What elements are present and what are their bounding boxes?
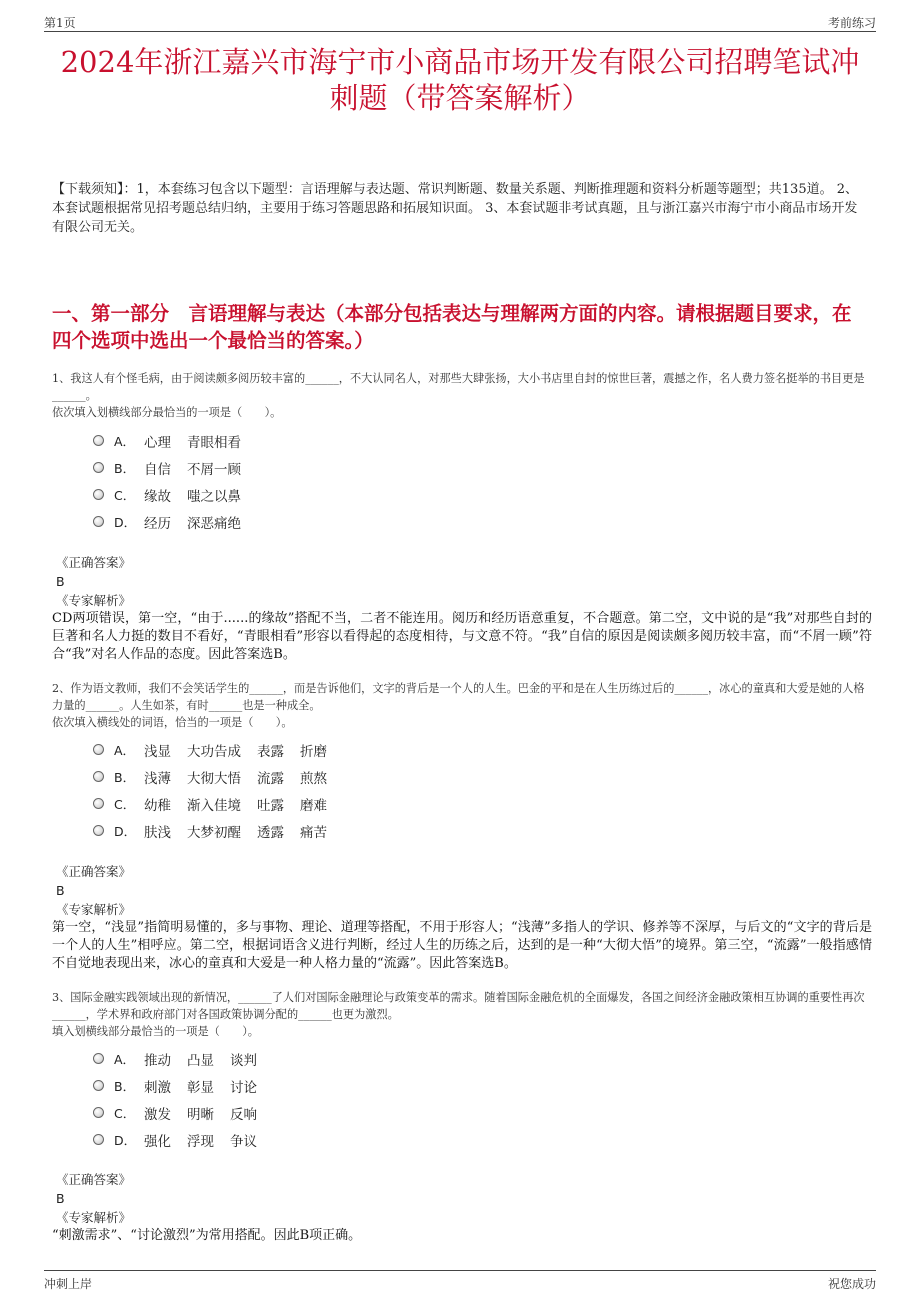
option-d[interactable]: D． 强化 浮现 争议 [93,1126,273,1153]
footer-right: 祝您成功 [827,1277,876,1291]
option-d[interactable]: D． 经历 深恶痛绝 [93,508,257,535]
radio-button[interactable] [93,435,104,446]
question-3 [52,989,872,1040]
option-d[interactable]: D． 肤浅 大梦初醒 透露 痛苦 [93,817,343,844]
options-3 [93,1045,273,1153]
explanation-heading: 《专家解析》 [56,902,132,917]
option-c[interactable]: C． 幼稚 渐入佳境 吐露 磨难 [93,790,343,817]
option-c[interactable]: C． 缘故 嗤之以鼻 [93,481,257,508]
explanation-heading: 《专家解析》 [56,1210,132,1225]
radio-button[interactable] [93,1134,104,1145]
explanation-heading: 《专家解析》 [56,593,132,608]
question-stem: 2、作为语文教师，我们不会笑话学生的______，而是告诉他们，文字的背后是一个人的人生。巴金的平和是在人生历练过后的______，冰心的童真和大爱是她的人格力量的______。人生如茶，有时______也是一种成全。 [52,682,865,712]
question-instruction: 依次填入横线处的词语，恰当的一项是（ ）。 [52,716,293,729]
document-title: 2024年浙江嘉兴市海宁市小商品市场开发有限公司招聘笔试冲刺题（带答案解析） [60,45,860,115]
question-2 [52,680,872,731]
answer-block-3 [56,1170,872,1227]
radio-button[interactable] [93,798,104,809]
radio-button[interactable] [93,825,104,836]
question-1 [52,370,872,421]
explanation-text: CD两项错误，第一空，“由于......的缘故”搭配不当，二者不能连用。阅历和经历语意重复，不合题意。第二空，文中说的是“我”对那些自封的巨著和名人力挺的数目不看好，“青眼相看”形容以看得起的态度相待，与文意不符。“我”自信的原因是阅读颇多阅历较丰富，而“不屑一顾”符合“我”对名人作品的态度。因此答案选B。 [52,611,872,662]
page-footer [44,1270,876,1292]
download-notice: 【下载须知】：1，本套练习包含以下题型：言语理解与表达题、常识判断题、数量关系题、判断推理题和资料分析题等题型；共135道。 2、本套试题根据常见招考题总结归纳，主要用于练习答题思路和拓展知识面。 3、本套试题非考试真题，且与浙江嘉兴市海宁市小商品市场开发有限公司无关。 [52,182,858,235]
radio-button[interactable] [93,1053,104,1064]
options-2 [93,736,343,844]
answer-block-1 [56,553,872,610]
option-b[interactable]: B． 刺激 彰显 讨论 [93,1072,273,1099]
radio-button[interactable] [93,771,104,782]
option-a[interactable]: A． 浅显 大功告成 表露 折磨 [93,736,343,763]
page-number: 第1页 [44,16,76,30]
options-1 [93,427,257,535]
header-label: 考前练习 [827,16,876,30]
section-title: 一、第一部分 言语理解与表达（本部分包括表达与理解两方面的内容。请根据题目要求，在四个选项中选出一个最恰当的答案。） [52,302,852,352]
radio-button[interactable] [93,516,104,527]
question-stem: 1、我这人有个怪毛病，由于阅读颇多阅历较丰富的______，不大认同名人，对那些大肆张扬，大小书店里自封的惊世巨著，震撼之作，名人费力签名挺举的书目更是______。 [52,372,865,402]
answer-heading: 《正确答案》 [56,555,132,570]
explanation-text: 第一空，“浅显”指简明易懂的，多与事物、理论、道理等搭配，不用于形容人；“浅薄”多指人的学识、修养等不深厚，与后文的“文字的背后是一个人的人生”相呼应。第二空，根据词语含义进行判断，经过人生的历练之后，达到的是一种“大彻大悟”的境界。第三空，“流露”一般指感情不自觉地表现出来，冰心的童真和大爱是一种人格力量的“流露”。因此答案选B。 [52,920,872,971]
option-b[interactable]: B． 浅薄 大彻大悟 流露 煎熬 [93,763,343,790]
page-header [44,10,876,32]
radio-button[interactable] [93,744,104,755]
answer-value: B [56,574,65,589]
option-c[interactable]: C． 激发 明晰 反响 [93,1099,273,1126]
radio-button[interactable] [93,1080,104,1091]
question-instruction: 填入划横线部分最恰当的一项是（ ）。 [52,1025,259,1038]
answer-block-2 [56,862,872,919]
radio-button[interactable] [93,462,104,473]
answer-value: B [56,1191,65,1206]
answer-value: B [56,883,65,898]
answer-heading: 《正确答案》 [56,864,132,879]
answer-heading: 《正确答案》 [56,1172,132,1187]
question-instruction: 依次填入划横线部分最恰当的一项是（ ）。 [52,406,282,419]
option-a[interactable]: A． 心理 青眼相看 [93,427,257,454]
question-stem: 3、国际金融实践领域出现的新情况，______了人们对国际金融理论与政策变革的需求。随着国际金融危机的全面爆发，各国之间经济金融政策相互协调的重要性再次______，学术界和政府部门对各国政策协调分配的______也更为激烈。 [52,991,865,1021]
radio-button[interactable] [93,489,104,500]
explanation-text: “刺激需求”、“讨论激烈”为常用搭配。因此B项正确。 [52,1228,362,1243]
option-a[interactable]: A． 推动 凸显 谈判 [93,1045,273,1072]
radio-button[interactable] [93,1107,104,1118]
footer-left: 冲刺上岸 [44,1277,93,1291]
option-b[interactable]: B． 自信 不屑一顾 [93,454,257,481]
